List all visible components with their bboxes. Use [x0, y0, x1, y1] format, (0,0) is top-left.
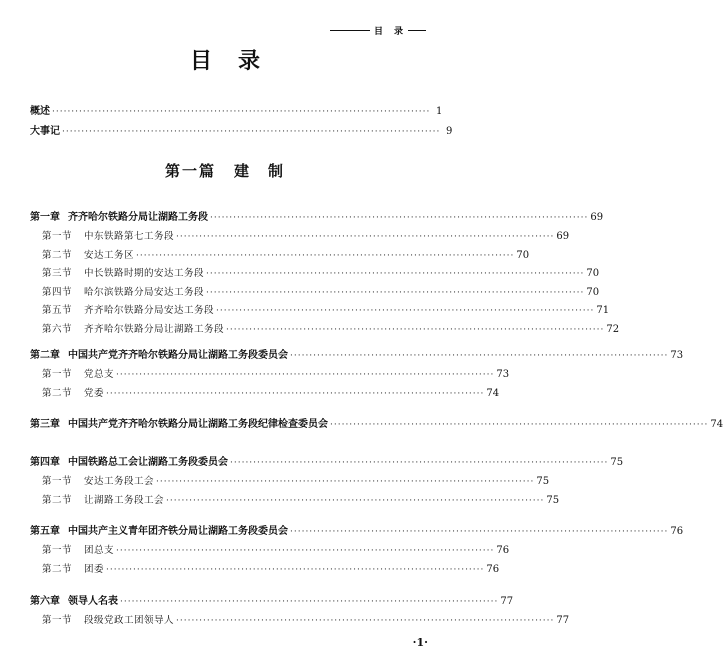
chapter-entry[interactable]	[30, 417, 723, 433]
section-entry-title: 党委	[84, 387, 105, 399]
chapter-entry-label	[30, 594, 118, 610]
section-entry-label	[42, 613, 174, 629]
section-entry-page: 70	[586, 268, 600, 279]
section-entry-page: 75	[546, 494, 560, 506]
chapter-entry[interactable]	[30, 455, 624, 471]
leader-dots: ··································································································	[176, 616, 555, 626]
section-entry-title: 团总支	[84, 545, 115, 556]
chapter-entry-label	[30, 524, 288, 540]
section-entry-number: 第三节	[42, 268, 73, 279]
section-entry-title: 安达工务区	[84, 249, 135, 261]
leader-dots: ··································································································	[62, 127, 441, 137]
section-entry-page: 69	[556, 231, 570, 242]
page-title: 目录	[189, 49, 286, 74]
leader-dots: ··································································································	[290, 527, 669, 537]
leader-dots: ··································································································	[290, 351, 669, 361]
section-entry-page: 73	[496, 369, 510, 380]
chapter-entry-page: 69	[590, 212, 604, 223]
leader-dots: ··································································································	[330, 420, 709, 430]
chapter-entry-label	[30, 210, 208, 226]
section-entry-number: 第一节	[42, 369, 73, 380]
page-number: ·1·	[412, 636, 428, 649]
leader-dots: ··································································································	[106, 388, 485, 399]
section-entry[interactable]	[42, 322, 620, 338]
chapter-entry-title: 齐齐哈尔铁路分局让湖路工务段	[68, 212, 208, 223]
part-name: 建 制	[234, 162, 286, 180]
section-entry-page: 72	[606, 323, 620, 335]
leader-dots: ··································································································	[166, 495, 545, 506]
chapter-entry[interactable]	[30, 348, 684, 364]
section-entry[interactable]	[42, 562, 500, 578]
section-entry-page: 75	[536, 476, 550, 487]
section-entry-label	[42, 322, 224, 338]
front-entry-label	[30, 124, 60, 140]
section-entry-number: 第二节	[42, 249, 73, 261]
front-entry[interactable]	[30, 104, 443, 120]
chapter-entry-number: 第三章	[30, 419, 60, 430]
section-entry-title: 党总支	[84, 369, 115, 380]
front-entry[interactable]	[30, 124, 453, 140]
chapter-entry-label	[30, 455, 228, 471]
chapter-entry-page: 76	[670, 526, 684, 537]
section-entry-label	[42, 303, 214, 319]
section-entry-title: 安达工务段工会	[84, 476, 155, 487]
section-entry-label	[42, 562, 104, 578]
section-entry[interactable]	[42, 367, 510, 383]
front-entry-page: 9	[446, 126, 453, 137]
chapter-entry-title: 中国共产党齐齐哈尔铁路分局让湖路工务段委员会	[68, 350, 288, 361]
section-entry-label	[42, 493, 164, 509]
section-entry-page: 70	[586, 286, 600, 298]
section-entry[interactable]	[42, 543, 510, 559]
section-entry[interactable]	[42, 285, 600, 301]
section-entry-number: 第二节	[42, 494, 73, 506]
section-entry[interactable]	[42, 474, 550, 490]
part-heading	[0, 160, 450, 181]
section-entry-title: 哈尔滨铁路分局安达工务段	[84, 286, 205, 298]
front-entry-title: 大事记	[30, 126, 60, 137]
chapter-entry-page: 73	[670, 350, 684, 361]
chapter-entry-title: 中国铁路总工会让湖路工务段委员会	[68, 457, 228, 468]
leader-dots: ··································································································	[116, 546, 495, 556]
chapter-entry-number: 第二章	[30, 350, 60, 361]
running-title: 目 录	[373, 27, 404, 37]
chapter-entry-title: 中国共产主义青年团齐铁分局让湖路工务段委员会	[68, 526, 288, 537]
leader-dots: ··································································································	[52, 107, 431, 117]
chapter-entry-number: 第一章	[30, 212, 60, 223]
section-entry-label	[42, 474, 154, 490]
section-entry-page: 74	[486, 387, 500, 399]
section-entry-page: 77	[556, 615, 570, 626]
section-entry-label	[42, 229, 174, 245]
chapter-entry-title: 领导人名表	[68, 596, 118, 607]
leader-dots: ··································································································	[116, 370, 495, 380]
chapter-entry-page: 77	[500, 596, 514, 607]
section-entry-page: 76	[486, 563, 500, 575]
section-entry[interactable]	[42, 386, 500, 402]
section-entry-number: 第一节	[42, 476, 73, 487]
section-entry-label	[42, 543, 114, 559]
section-entry-number: 第五节	[42, 305, 73, 316]
section-entry-label	[42, 248, 134, 264]
section-entry-page: 70	[516, 249, 530, 261]
chapter-entry-page: 74	[710, 419, 723, 430]
section-entry-title: 齐齐哈尔铁路分局让湖路工务段	[84, 323, 225, 335]
section-entry-title: 中长铁路时期的安达工务段	[84, 268, 205, 279]
section-entry[interactable]	[42, 229, 570, 245]
leader-dots: ··································································································	[176, 232, 555, 242]
section-entry-title: 团委	[84, 563, 105, 575]
leader-dots: ··································································································	[106, 564, 485, 575]
leader-dots: ··································································································	[136, 250, 515, 261]
chapter-entry[interactable]	[30, 594, 514, 610]
part-number: 第一篇	[164, 162, 216, 180]
leader-dots: ··································································································	[210, 213, 589, 223]
section-entry-title: 中东铁路第七工务段	[84, 231, 175, 242]
section-entry[interactable]	[42, 248, 530, 264]
section-entry-number: 第二节	[42, 387, 73, 399]
section-entry-number: 第二节	[42, 563, 73, 575]
section-entry-number: 第六节	[42, 323, 73, 335]
leader-dots: ··································································································	[216, 306, 595, 316]
chapter-entry-label	[30, 348, 288, 364]
section-entry[interactable]	[42, 613, 570, 629]
section-entry-title: 段级党政工团领导人	[84, 615, 175, 626]
leader-dots: ··································································································	[156, 477, 535, 487]
chapter-entry-title: 中国共产党齐齐哈尔铁路分局让湖路工务段纪律检查委员会	[68, 419, 328, 430]
chapter-entry-label	[30, 417, 328, 433]
section-entry-label	[42, 386, 104, 402]
chapter-entry-number: 第六章	[30, 596, 60, 607]
section-entry[interactable]	[42, 266, 600, 282]
section-entry-number: 第一节	[42, 545, 73, 556]
header-rule-left	[330, 30, 370, 31]
chapter-entry[interactable]	[30, 524, 684, 540]
section-entry[interactable]	[42, 303, 610, 319]
section-entry-page: 71	[596, 305, 610, 316]
chapter-entry-page: 75	[610, 457, 624, 468]
section-entry-page: 76	[496, 545, 510, 556]
chapter-entry-number: 第四章	[30, 457, 60, 468]
front-entry-title: 概述	[30, 106, 50, 117]
leader-dots: ··································································································	[230, 458, 609, 468]
section-entry-title: 让湖路工务段工会	[84, 494, 165, 506]
section-entry-label	[42, 266, 204, 282]
section-entry-label	[42, 367, 114, 383]
section-entry-number: 第一节	[42, 231, 73, 242]
front-entry-page: 1	[436, 106, 443, 117]
front-entry-label	[30, 104, 50, 120]
section-entry-title: 齐齐哈尔铁路分局安达工务段	[84, 305, 215, 316]
section-entry-number: 第一节	[42, 615, 73, 626]
chapter-entry[interactable]	[30, 210, 604, 226]
chapter-entry-number: 第五章	[30, 526, 60, 537]
section-entry-label	[42, 285, 204, 301]
header-rule-right	[408, 30, 426, 31]
leader-dots: ··································································································	[226, 324, 605, 335]
leader-dots: ··································································································	[206, 269, 585, 279]
section-entry[interactable]	[42, 493, 560, 509]
leader-dots: ··································································································	[206, 287, 585, 298]
section-entry-number: 第四节	[42, 286, 73, 298]
leader-dots: ··································································································	[120, 597, 499, 607]
running-header	[330, 24, 426, 37]
